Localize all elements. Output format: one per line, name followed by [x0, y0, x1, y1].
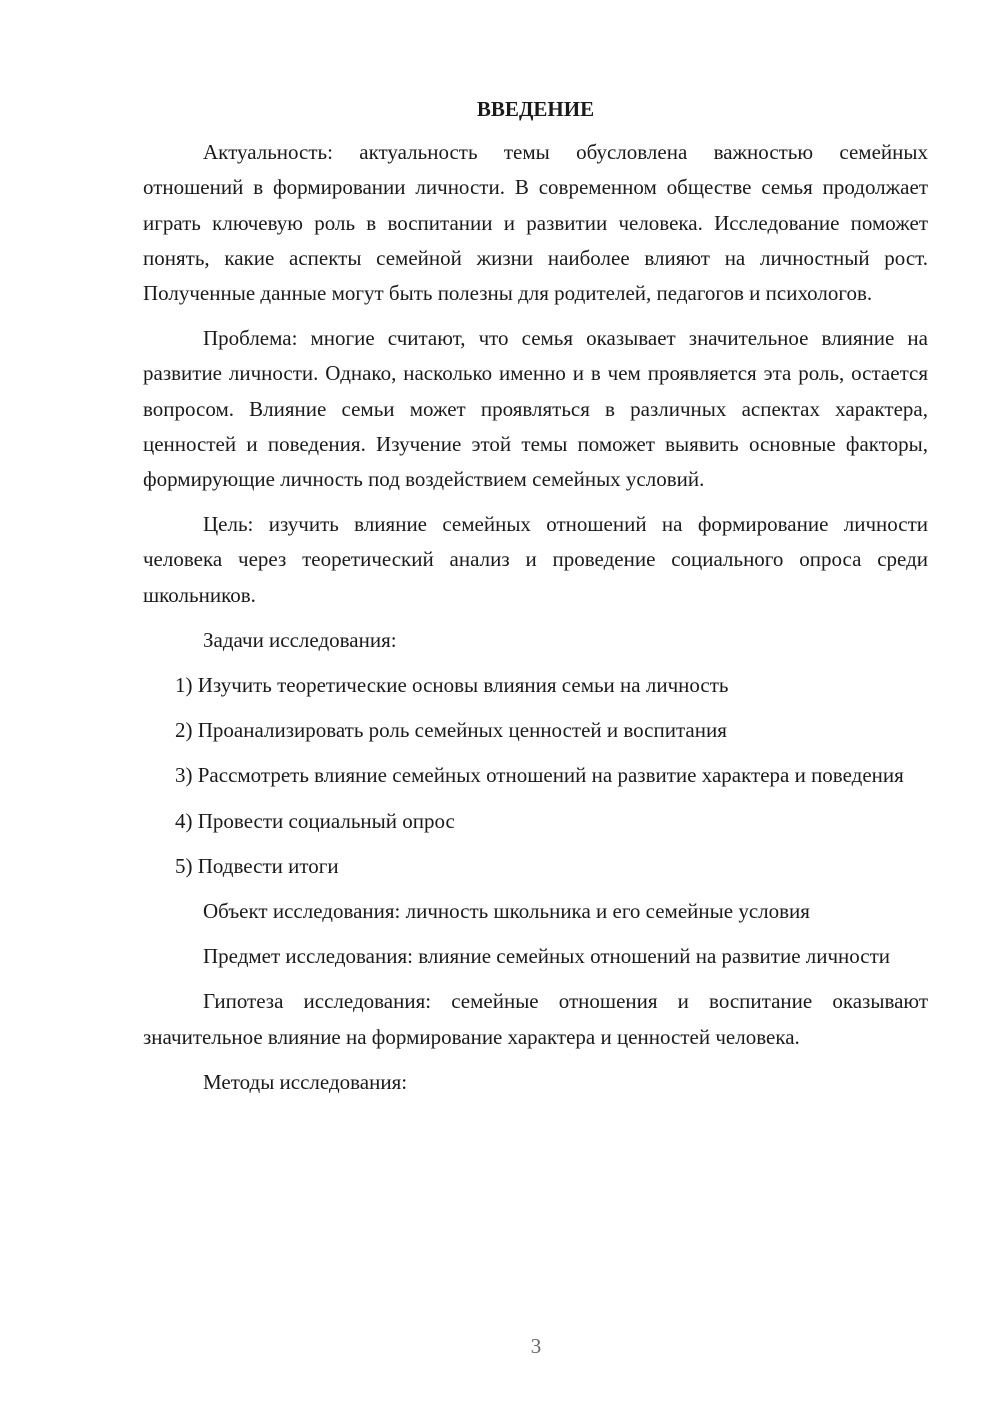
list-item: 3) Рассмотреть влияние семейных отношений на развитие характера и поведения: [175, 763, 904, 788]
paragraph-relevance: Актуальность: актуальность темы обусловлена важностью семейных отношений в формировании личности. В современном обществе семья продолжает играть ключевую роль в воспитании и развитии человека. Исследование поможет понять, какие аспекты семейной жизни наиболее влияют на личностный рост. Полученные данные могут быть полезны для родителей, педагогов и психологов.: [143, 140, 928, 306]
document-page: [143, 92, 928, 1110]
paragraph-goal: Цель: изучить влияние семейных отношений на формирование личности человека через теоретический анализ и проведение социального опроса среди школьников.: [143, 512, 928, 607]
tasks-list: [143, 668, 928, 884]
paragraph-subject: Предмет исследования: влияние семейных отношений на развитие личности: [203, 944, 891, 969]
list-item: 4) Провести социальный опрос: [175, 808, 455, 833]
list-item: 1) Изучить теоретические основы влияния семьи на личность: [175, 673, 729, 698]
page-title: ВВЕДЕНИЕ: [476, 97, 595, 121]
list-item: 5) Подвести итоги: [175, 853, 339, 878]
paragraph-problem: Проблема: многие считают, что семья оказывает значительное влияние на развитие личности. Однако, насколько именно и в чем проявляется эта роль, остается вопросом. Влияние семьи может проявляться в различных аспектах характера, ценностей и поведения. Изучение этой темы поможет выявить основные факторы, формирующие личность под воздействием семейных условий.: [143, 326, 928, 492]
page-number: 3: [530, 1334, 542, 1358]
methods-heading: Методы исследования:: [203, 1069, 408, 1094]
paragraph-hypothesis: Гипотеза исследования: семейные отношения и воспитание оказывают значительное влияние на формирование характера и ценностей человека.: [143, 989, 928, 1049]
list-item: 2) Проанализировать роль семейных ценностей и воспитания: [175, 718, 727, 743]
paragraph-object: Объект исследования: личность школьника и его семейные условия: [203, 899, 810, 924]
tasks-heading: Задачи исследования:: [203, 627, 397, 652]
